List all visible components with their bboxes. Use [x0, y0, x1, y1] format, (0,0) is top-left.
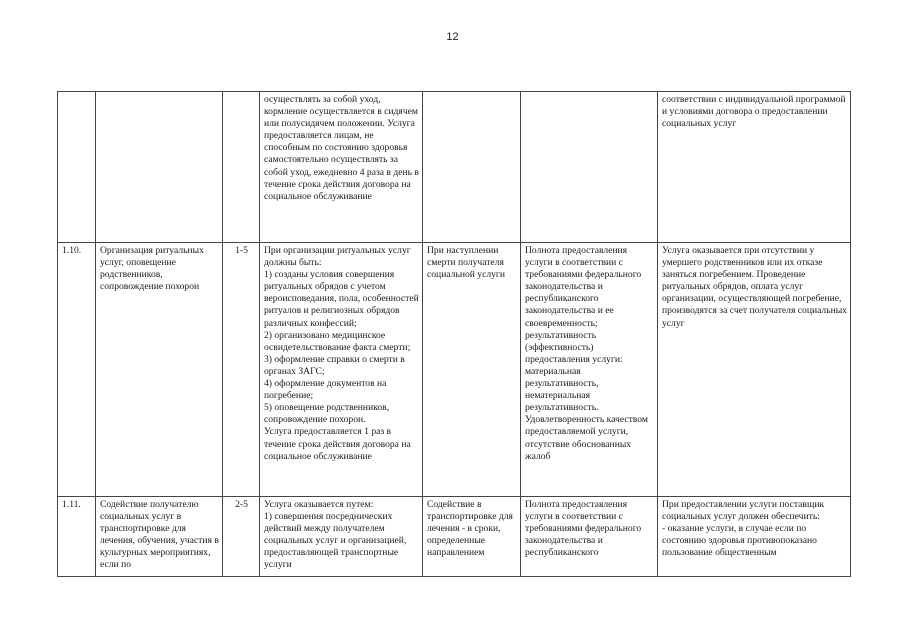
service-content-text: Услуга оказывается путем: 1) совершения посреднических действий между получателем социальных услуг и организацией, предоставляющей транспортные услуги [264, 499, 407, 571]
service-conditions-cell [658, 497, 851, 577]
score-text: 2-5 [235, 499, 248, 510]
service-conditions-text: При предоставлении услуги поставщик социальных услуг должен обеспечить: - оказание услуги, в случае если по состоянию здоровья противопоказано пользование общественным [662, 499, 825, 559]
service-timing-cell [423, 92, 521, 243]
service-timing-cell [423, 497, 521, 577]
row-number-cell [58, 92, 96, 243]
services-table [57, 91, 851, 577]
service-content-cell [260, 497, 423, 577]
row-number-cell [58, 497, 96, 577]
score-cell: 1-5 [223, 243, 260, 497]
quality-criteria-cell [521, 92, 658, 243]
service-name-cell: Организация ритуальных услуг, оповещение родственников, сопровождение похорон [96, 243, 223, 497]
service-content-cell: При организации ритуальных услуг должны быть: 1) созданы условия совершения ритуальных обрядов с учетом вероисповедания, пола, особенностей ритуалов и религиозных обрядов различных конфессий; 2) организовано медицинское освидетельствование факта смерти; 3) оформление справки о смерти в органах ЗАГС; 4) оформление документов на погребение; 5) оповещение родственников, сопровождение похорон. Услуга предоставляется 1 раз в течение срока действия договора на социальное обслуживание [260, 243, 423, 497]
table-row [58, 497, 851, 577]
quality-criteria-text: Полнота предоставления услуги в соответствии с требованиями федерального законодательства и республиканского [525, 499, 642, 559]
service-timing-text: Содействие в транспортировке для лечения - в сроки, определенные направлением [427, 499, 513, 559]
service-name-text: Содействие получателю социальных услуг в транспортировке для лечения, обучения, участия в культурных мероприятиях, если по [100, 499, 219, 571]
service-content-cell: осуществлять за собой уход, кормление осуществляется в сидячем или полусидячем положении. Услуга предоставляется лицам, не способным по состоянию здоровья самостоятельно осуществлять за собой уход, ежедневно 4 раза в день в течение срока действия договора на социальное обслуживание [260, 92, 423, 243]
service-timing-cell: При наступлении смерти получателя социальной услуги [423, 243, 521, 497]
quality-criteria-cell [521, 497, 658, 577]
score-cell [223, 497, 260, 577]
page-number: 12 [446, 31, 459, 43]
table-row [58, 92, 851, 243]
service-name-cell [96, 497, 223, 577]
row-number-cell: 1.10. [58, 243, 96, 497]
service-name-cell [96, 92, 223, 243]
service-conditions-cell: соответствии с индивидуальной программой и условиями договора о предоставлении социальных услуг [658, 92, 851, 243]
quality-criteria-cell: Полнота предоставления услуги в соответствии с требованиями федерального законодательства и республиканского законодательства и ее своевременность; результативность (эффективность) предоставления услуги: материальная результативность, нематериальная результативность. Удовлетворенность качеством предоставляемой услуги, отсутствие обоснованных жалоб [521, 243, 658, 497]
score-cell [223, 92, 260, 243]
service-conditions-cell: Услуга оказывается при отсутствии у умершего родственников или их отказе заняться погребением. Проведение ритуальных обрядов, оплата услуг организации, осуществляющей погребение, производятся за счет получателя социальных услуг [658, 243, 851, 497]
row-number-text: 1.11. [62, 499, 81, 510]
table-row [58, 243, 851, 497]
